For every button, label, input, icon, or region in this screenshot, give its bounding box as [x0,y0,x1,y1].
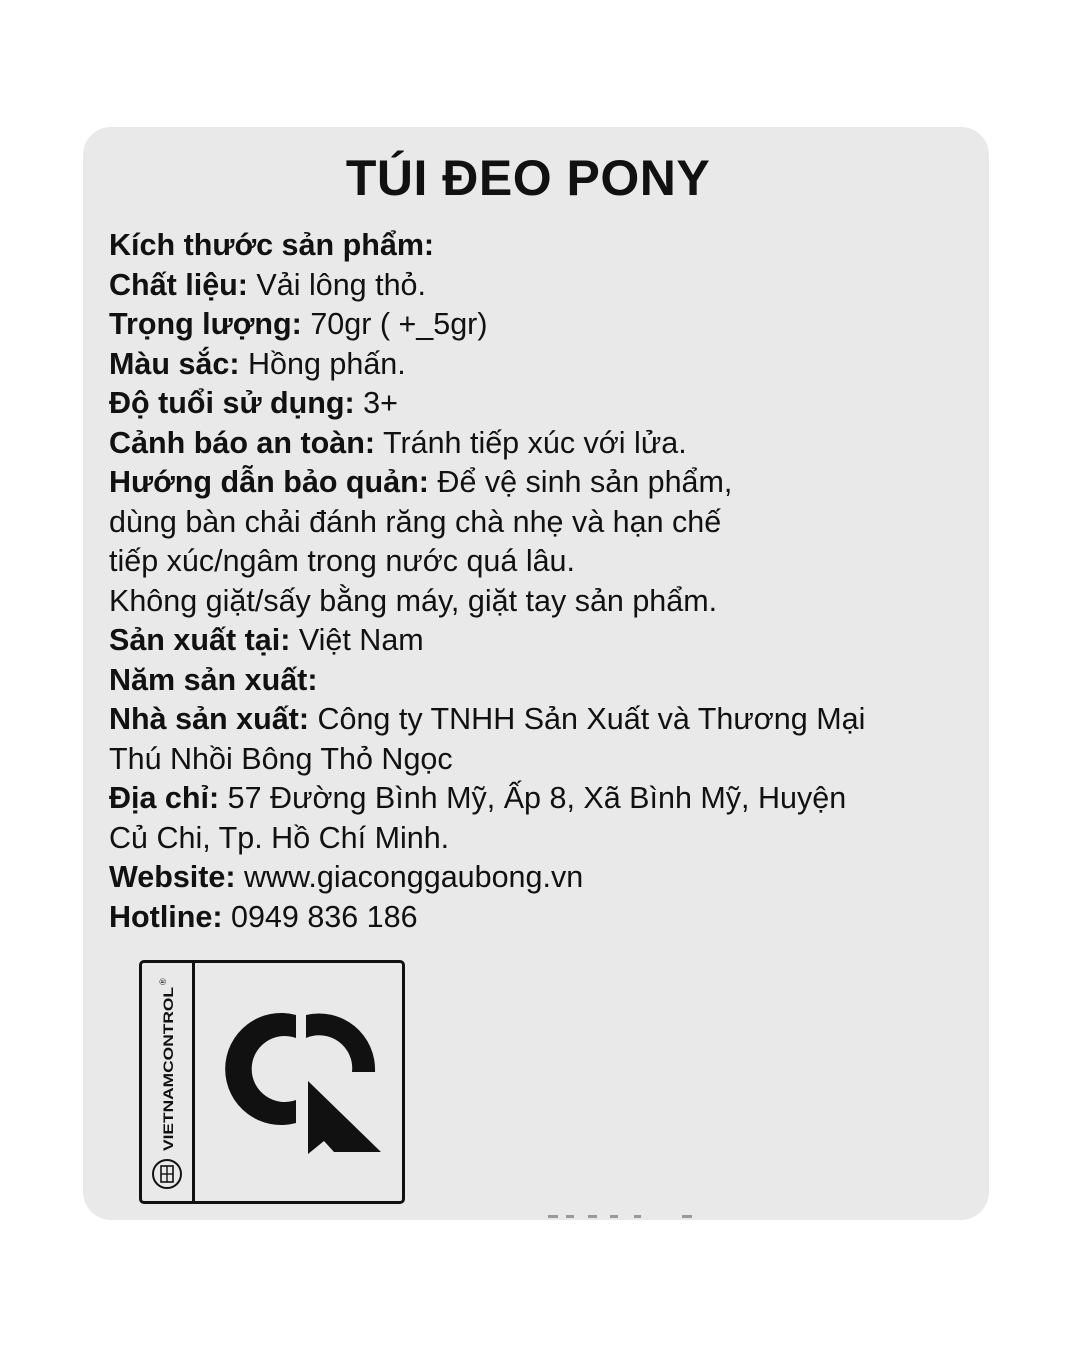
info-label: Màu sắc: [109,346,240,381]
info-value: Không giặt/sấy bằng máy, giặt tay sản phẩm. [109,583,718,618]
vietnamcontrol-text: VIETNAMCONTROL [161,1023,176,1151]
info-line-age [109,384,969,424]
info-line-weight [109,305,969,345]
emblem-icon [153,1160,181,1188]
info-label: Hướng dẫn bảo quản: [109,465,429,499]
info-value: Củ Chi, Tp. Hồ Chí Minh. [109,820,450,855]
info-line-care-3 [109,542,969,582]
info-line-address [109,779,969,819]
product-title: TÚI ĐEO PONY [345,150,711,206]
info-value: Việt Nam [290,623,424,657]
info-line-material [109,266,969,306]
info-line-hotline [109,898,969,938]
info-label: Hotline: [109,899,223,934]
cr-conformity-mark-icon [195,963,402,1201]
info-line-manufacturer [109,700,969,740]
info-label: Địa chỉ: [109,781,220,815]
info-value: 57 Đường Bình Mỹ, Ấp 8, Xã Bình Mỹ, Huyện [219,781,847,815]
cr-logo [195,963,402,1201]
info-value: Hồng phấn. [239,346,406,381]
info-value: 3+ [354,386,398,420]
info-value: www.giaconggaubong.vn [235,860,584,894]
info-value: Công ty TNHH Sản Xuất và Thương Mại [309,702,866,736]
info-label: Cảnh báo an toàn: [109,425,376,460]
info-line-care-4 [109,582,969,622]
info-line-website [109,858,969,898]
info-label: Kích thước sản phẩm: [109,228,435,262]
info-line-year [109,661,969,701]
info-value: Để vệ sinh sản phẩm, [428,465,733,499]
info-line-color [109,345,969,385]
vietnamcontrol-logo-icon [142,963,192,1201]
info-line-size [109,226,969,266]
info-line-manufacturer-2 [109,740,969,780]
info-label: Sản xuất tại: [109,623,291,657]
info-line-care-2 [109,503,969,543]
info-label: Website: [109,860,236,894]
faint-print-marks [548,1213,708,1221]
info-line-care [109,463,969,503]
registered-mark: ® [158,978,168,985]
info-value: Thú Nhồi Bông Thỏ Ngọc [109,741,453,776]
info-value: tiếp xúc/ngâm trong nước quá lâu. [109,544,575,578]
info-label: Độ tuổi sử dụng: [109,386,355,420]
info-value: 0949 836 186 [222,899,418,934]
product-info-list [109,226,969,937]
info-value: Tránh tiếp xúc với lửa. [375,425,687,460]
info-label: Chất liệu: [109,267,248,302]
vietnamcontrol-strip [142,963,195,1201]
info-label: Trọng lượng: [109,307,302,341]
info-line-origin [109,621,969,661]
info-line-address-2 [109,819,969,859]
info-label: Nhà sản xuất: [109,702,309,736]
cr-certification-mark [139,960,405,1204]
info-value: dùng bàn chải đánh răng chà nhẹ và hạn chế [109,504,722,539]
info-label: Năm sản xuất: [109,662,318,697]
info-value: 70gr ( +_5gr) [301,307,488,341]
info-line-warning [109,424,969,464]
info-value: Vải lông thỏ. [247,267,426,302]
